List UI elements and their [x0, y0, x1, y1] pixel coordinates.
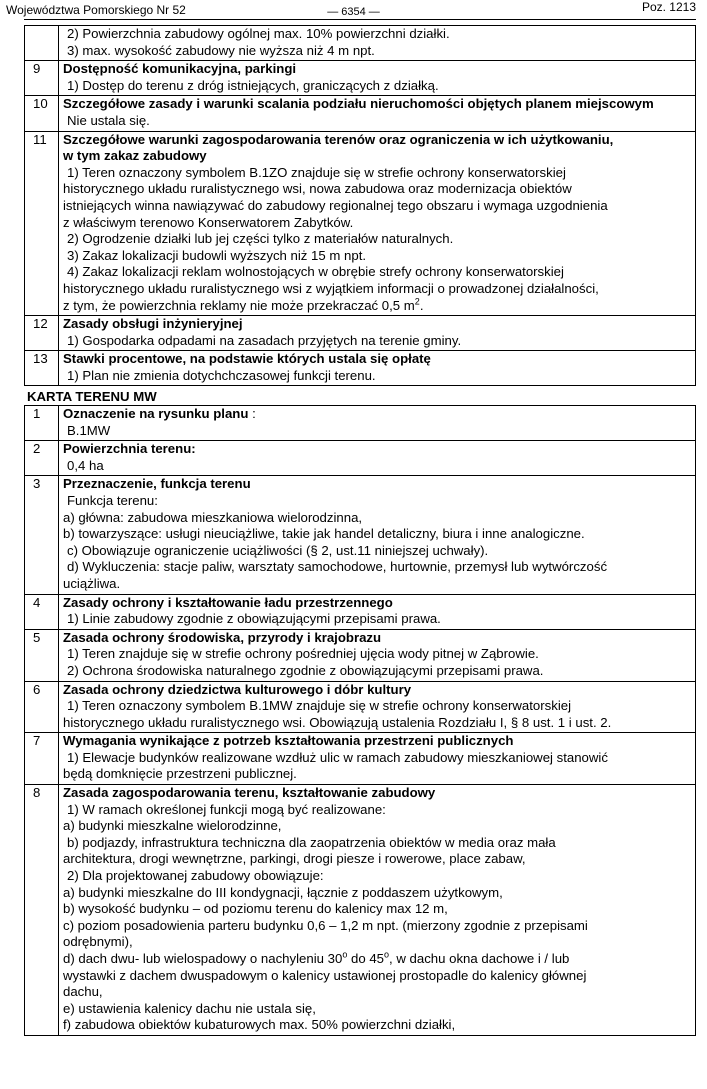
row-line: c) Obowiązuje ograniczenie uciążliwości (§ 2, ust.11 niniejszej uchwały). [67, 542, 489, 558]
row-line: 4) Zakaz lokalizacji reklam wolnostojących w obrębie strefy ochrony konserwatorskiej [67, 264, 564, 280]
row-line: b) wysokość budynku – od poziomu terenu do kalenicy max 12 m, [63, 901, 448, 917]
row-line: B.1MW [67, 422, 111, 438]
row-line: 1) Elewacje budynków realizowane wzdłuż ulic w ramach zabudowy mieszkaniowej stanowić [67, 749, 608, 765]
row-line: e) ustawienia kalenicy dachu nie ustala się, [63, 1000, 316, 1016]
table-row [25, 406, 696, 441]
row-line-text: z tym, że powierzchnia reklamy nie może przekraczać 0,5 m [63, 297, 415, 313]
row-line [63, 951, 691, 968]
table-row [25, 681, 696, 733]
mw-card-table [24, 405, 696, 1036]
row-line: c) poziom posadowienia parteru budynku 0,6 – 1,2 m npt. (mierzony zgodnie z przepisami [63, 917, 588, 933]
table-row [25, 61, 696, 96]
row-number: 10 [25, 96, 59, 131]
row-line: 1) Plan nie zmienia dotychchczasowej funkcji terenu. [67, 367, 376, 383]
row-line: Nie ustala się. [67, 112, 150, 128]
row-content [59, 96, 696, 131]
row-line: Funkcja terenu: [67, 492, 158, 508]
row-title: Zasada ochrony dziedzictwa kulturowego i dóbr kultury [63, 681, 412, 697]
row-content [59, 476, 696, 594]
journal-title: Województwa Pomorskiego Nr 52 [6, 3, 186, 17]
row-title: Dostępność komunikacyjna, parkingi [63, 61, 297, 77]
row-title: Powierzchnia terenu: [63, 441, 196, 457]
table-row [25, 594, 696, 629]
row-line: 1) W ramach określonej funkcji mogą być realizowane: [67, 801, 386, 817]
row-line-end: . [419, 297, 424, 313]
header-rule [24, 19, 696, 20]
row-line: 1) Gospodarka odpadami na zasadach przyjętych na terenie gminy. [67, 332, 462, 348]
table-row [25, 316, 696, 351]
row-number: 3 [25, 476, 59, 594]
row-line: 3) max. wysokość zabudowy nie wyższa niż 4 m npt. [67, 42, 375, 58]
row-line: 1) Linie zabudowy zgodnie z obowiązującymi przepisami prawa. [67, 611, 441, 627]
table-row [25, 733, 696, 785]
row-title: Zasada zagospodarowania terenu, kształtowanie zabudowy [63, 785, 436, 801]
row-number: 11 [25, 131, 59, 316]
zo-card-table-continued [24, 25, 696, 386]
row-number: 4 [25, 594, 59, 629]
row-content [59, 594, 696, 629]
row-content [59, 681, 696, 733]
row-line: 2) Ogrodzenie działki lub jej części tylko z materiałów naturalnych. [67, 231, 454, 247]
row-line: d) Wykluczenia: stacje paliw, warsztaty samochodowe, hurtownie, przemysł lub wytwórczość [67, 559, 608, 575]
row-line: historycznego układu ruralistycznego wsi, nowa zabudowa oraz modernizacja obiektów [63, 181, 572, 197]
row-line-text: , w dachu okna dachowe i / lub [389, 951, 570, 966]
row-line: b) towarzyszące: usługi nieuciążliwe, takie jak handel detaliczny, biura i inne analogiczne. [63, 526, 585, 542]
row-content [59, 316, 696, 351]
degree-sign: o [384, 949, 390, 960]
table-row [25, 26, 696, 61]
table-row [25, 785, 696, 1036]
row-title: Zasady obsługi inżynieryjnej [63, 316, 243, 332]
row-title: Szczegółowe zasady i warunki scalania podziału nieruchomości objętych planem miejscowym [63, 96, 654, 112]
row-number: 9 [25, 61, 59, 96]
page-number: — 6354 — [327, 6, 380, 18]
row-line: 2) Dla projektowanej zabudowy obowiązuje: [67, 868, 324, 884]
row-title-suffix: : [248, 406, 256, 421]
row-line: architektura, drogi wewnętrzne, parkingi, drogi piesze i rowerowe, place zabaw, [63, 851, 526, 867]
row-content [59, 441, 696, 476]
row-line: będą domknięcie przestrzeni publicznej. [63, 766, 297, 782]
row-line: f) zabudowa obiektów kubaturowych max. 50% powierzchni działki, [63, 1017, 456, 1033]
row-line-text: d) dach dwu- lub wielospadowy o nachyleniu 30 [63, 951, 343, 966]
row-number: 6 [25, 681, 59, 733]
table-row [25, 351, 696, 386]
degree-sign: o [342, 949, 348, 960]
superscript: 2 [414, 296, 420, 307]
row-line: 1) Dostęp do terenu z dróg istniejących, graniczących z działką. [67, 77, 439, 93]
row-content [59, 406, 696, 441]
row-number: 8 [25, 785, 59, 1036]
row-line-text: do 45 [347, 951, 384, 966]
row-line: odrębnymi), [63, 934, 133, 950]
row-line: historycznego układu ruralistycznego wsi z wyjątkiem informacji o prowadzonej działalności, [63, 280, 599, 296]
row-title: Szczegółowe warunki zagospodarowania terenów oraz ograniczenia w ich użytkowaniu, [63, 131, 614, 147]
row-line: 1) Teren znajduje się w strefie ochrony pośredniej ujęcia wody pitnej w Ząbrowie. [67, 646, 539, 662]
row-number: 2 [25, 441, 59, 476]
row-line: dachu, [63, 984, 103, 1000]
row-line: a) budynki mieszkalne do III kondygnacji, łącznie z poddaszem użytkowym, [63, 884, 503, 900]
table-row [25, 96, 696, 131]
row-title-text: Oznaczenie na rysunku planu [63, 406, 249, 421]
position-number: Poz. 1213 [641, 0, 696, 14]
row-line: 1) Teren oznaczony symbolem B.1MW znajduje się w strefie ochrony konserwatorskiej [67, 698, 572, 714]
row-line: 0,4 ha [67, 457, 104, 473]
row-line: wystawki z dachem dwuspadowym o kalenicy ustawionej prostopadle do kalenicy głównej [63, 967, 587, 983]
row-title: w tym zakaz zabudowy [63, 148, 207, 164]
row-content [59, 61, 696, 96]
row-number: 7 [25, 733, 59, 785]
row-title: Stawki procentowe, na podstawie których ustala się opłatę [63, 351, 431, 367]
row-content [59, 131, 696, 316]
row-line: b) podjazdy, infrastruktura techniczna dla zaopatrzenia obiektów w media oraz mała [67, 834, 556, 850]
row-line: a) budynki mieszkalne wielorodzinne, [63, 818, 282, 834]
row-number: 13 [25, 351, 59, 386]
row-title: Przeznaczenie, funkcja terenu [63, 476, 251, 492]
row-line: 1) Teren oznaczony symbolem B.1ZO znajduje się w strefie ochrony konserwatorskiej [67, 164, 566, 180]
row-number [25, 26, 59, 61]
row-line: istniejących winna nawiązywać do zabudowy regionalnej tego obszaru i wymaga uzgodnienia [63, 197, 608, 213]
row-line: 3) Zakaz lokalizacji budowli wyższych niż 15 m npt. [67, 247, 367, 263]
row-line: historycznego układu ruralistycznego wsi. Obowiązują ustalenia Rozdziału I, § 8 ust. 1 i ust. 2. [63, 714, 612, 730]
row-title [63, 406, 691, 423]
row-content [59, 351, 696, 386]
row-content [59, 785, 696, 1036]
table-row [25, 131, 696, 316]
row-number: 5 [25, 629, 59, 681]
row-content [59, 629, 696, 681]
page-header [0, 0, 707, 18]
table-row [25, 629, 696, 681]
table-row [25, 441, 696, 476]
row-content [59, 26, 696, 61]
row-title: Zasady ochrony i kształtowanie ładu przestrzennego [63, 594, 393, 610]
row-line: a) główna: zabudowa mieszkaniowa wielorodzinna, [63, 509, 363, 525]
row-title: Wymagania wynikające z potrzeb kształtowania przestrzeni publicznych [63, 733, 514, 749]
section-title: KARTA TERENU MW [27, 389, 157, 404]
row-line: 2) Powierzchnia zabudowy ogólnej max. 10% powierzchni działki. [67, 26, 450, 41]
row-line: 2) Ochrona środowiska naturalnego zgodnie z obowiązującymi przepisami prawa. [67, 662, 544, 678]
row-line: uciążliwa. [63, 575, 121, 591]
row-title: Zasada ochrony środowiska, przyrody i krajobrazu [63, 629, 382, 645]
row-number: 1 [25, 406, 59, 441]
table-row [25, 476, 696, 594]
row-line [63, 298, 691, 315]
row-line: z właściwym terenowo Konserwatorem Zabytków. [63, 214, 354, 230]
row-content [59, 733, 696, 785]
row-number: 12 [25, 316, 59, 351]
